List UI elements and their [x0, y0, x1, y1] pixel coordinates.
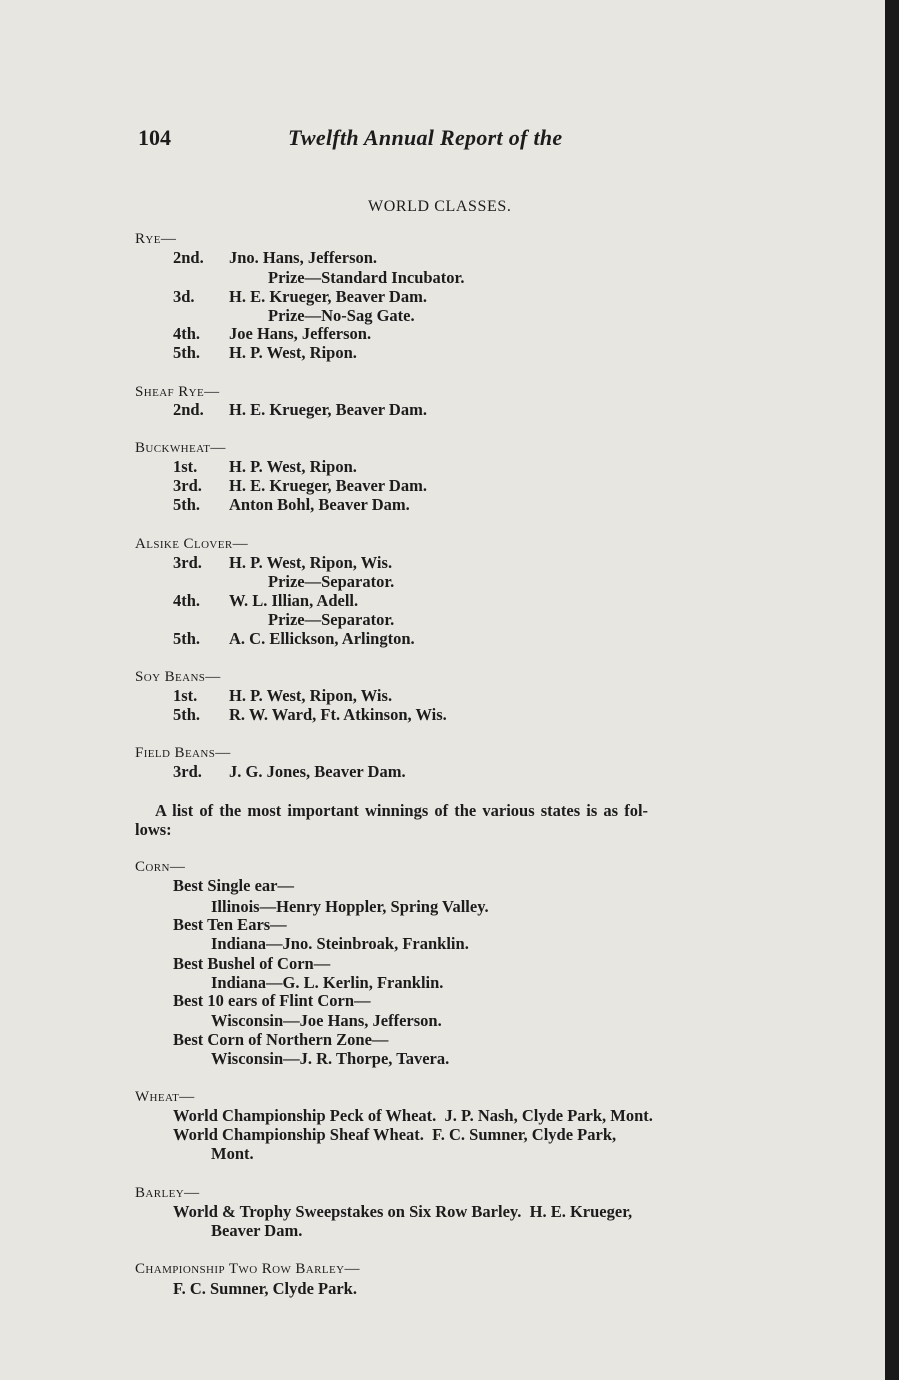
corn-winner-5: Wisconsin—J. R. Thorpe, Tavera. — [211, 1049, 450, 1068]
wheat-heading: Wheat— — [135, 1089, 195, 1105]
rye-prize-1: Prize—Standard Incubator. — [268, 268, 465, 287]
rank: 3rd. — [173, 476, 202, 495]
winner: W. L. Illian, Adell. — [229, 591, 359, 610]
wheat-line-3: Mont. — [211, 1144, 254, 1163]
winner: H. P. West, Ripon, Wis. — [229, 553, 393, 572]
winner: H. E. Krueger, Beaver Dam. — [229, 400, 427, 419]
corn-category-3: Best Bushel of Corn— — [173, 954, 331, 973]
sheaf-rye-heading: Sheaf Rye— — [135, 384, 220, 400]
corn-category-2: Best Ten Ears— — [173, 915, 287, 934]
rank: 3rd. — [173, 553, 202, 572]
rank: 4th. — [173, 591, 201, 610]
soy-beans-heading: Soy Beans— — [135, 669, 221, 685]
intro-line-2: lows: — [135, 820, 172, 839]
rank: 3rd. — [173, 762, 202, 781]
rye-entry-3 — [173, 324, 371, 344]
buckwheat-entry-1 — [173, 457, 357, 477]
buckwheat-entry-3 — [173, 495, 410, 515]
winner: H. P. West, Ripon. — [229, 457, 357, 476]
alsike-clover-heading: Alsike Clover— — [135, 536, 249, 552]
rye-prize-2: Prize—No-Sag Gate. — [268, 306, 415, 325]
field-beans-entry-1 — [173, 762, 406, 782]
barley-heading: Barley— — [135, 1185, 200, 1201]
rye-entry-2 — [173, 287, 427, 307]
soy-beans-entry-2 — [173, 705, 447, 725]
rank: 5th. — [173, 495, 201, 514]
winner: H. P. West, Ripon, Wis. — [229, 686, 393, 705]
winner: Anton Bohl, Beaver Dam. — [229, 495, 410, 514]
buckwheat-heading: Buckwheat— — [135, 440, 226, 456]
alsike-clover-entry-2 — [173, 591, 358, 611]
winner: Jno. Hans, Jefferson. — [229, 248, 378, 267]
field-beans-heading: Field Beans— — [135, 745, 231, 761]
corn-winner-3: Indiana—G. L. Kerlin, Franklin. — [211, 973, 444, 992]
page-header — [138, 125, 638, 155]
rank: 3d. — [173, 287, 195, 306]
winner: H. E. Krueger, Beaver Dam. — [229, 476, 427, 495]
corn-category-5: Best Corn of Northern Zone— — [173, 1030, 389, 1049]
intro-line-1: A list of the most important winnings of the various states is as fol- — [155, 801, 649, 820]
rye-entry-1 — [173, 248, 377, 268]
rank: 2nd. — [173, 400, 204, 419]
section-title: WORLD CLASSES. — [368, 198, 512, 215]
two-row-barley-heading: Championship Two Row Barley— — [135, 1261, 360, 1277]
winner: H. E. Krueger, Beaver Dam. — [229, 287, 427, 306]
winner: Joe Hans, Jefferson. — [229, 324, 372, 343]
barley-line-2: Beaver Dam. — [211, 1221, 303, 1240]
barley-line-1: World & Trophy Sweepstakes on Six Row Barley. H. E. Krueger, — [173, 1202, 633, 1221]
corn-heading: Corn— — [135, 859, 186, 875]
winner: J. G. Jones, Beaver Dam. — [229, 762, 406, 781]
soy-beans-entry-1 — [173, 686, 392, 706]
rank: 5th. — [173, 705, 201, 724]
alsike-clover-prize-2: Prize—Separator. — [268, 610, 395, 629]
two-row-barley-line-1: F. C. Sumner, Clyde Park. — [173, 1279, 357, 1298]
winner: H. P. West, Ripon. — [229, 343, 357, 362]
alsike-clover-prize-1: Prize—Separator. — [268, 572, 395, 591]
rank: 2nd. — [173, 248, 204, 267]
rank: 1st. — [173, 686, 198, 705]
corn-category-4: Best 10 ears of Flint Corn— — [173, 991, 371, 1010]
rank: 5th. — [173, 343, 201, 362]
corn-winner-2: Indiana—Jno. Steinbroak, Franklin. — [211, 934, 469, 953]
sheaf-rye-entry-1 — [173, 400, 427, 420]
alsike-clover-entry-1 — [173, 553, 392, 573]
rye-entry-4 — [173, 343, 357, 363]
corn-winner-1: Illinois—Henry Hoppler, Spring Valley. — [211, 897, 489, 916]
rank: 5th. — [173, 629, 201, 648]
rank: 1st. — [173, 457, 198, 476]
alsike-clover-entry-3 — [173, 629, 415, 649]
rye-heading: Rye— — [135, 231, 177, 247]
corn-winner-4: Wisconsin—Joe Hans, Jefferson. — [211, 1011, 442, 1030]
winner: A. C. Ellickson, Arlington. — [229, 629, 415, 648]
wheat-line-1: World Championship Peck of Wheat. J. P. Nash, Clyde Park, Mont. — [173, 1106, 653, 1125]
rank: 4th. — [173, 324, 201, 343]
page-number: 104 — [138, 125, 171, 150]
buckwheat-entry-2 — [173, 476, 427, 496]
running-title: Twelfth Annual Report of the — [288, 125, 563, 150]
page-edge — [885, 0, 899, 1380]
wheat-line-2: World Championship Sheaf Wheat. F. C. Sumner, Clyde Park, — [173, 1125, 617, 1144]
winner: R. W. Ward, Ft. Atkinson, Wis. — [229, 705, 447, 724]
corn-category-1: Best Single ear— — [173, 876, 294, 895]
